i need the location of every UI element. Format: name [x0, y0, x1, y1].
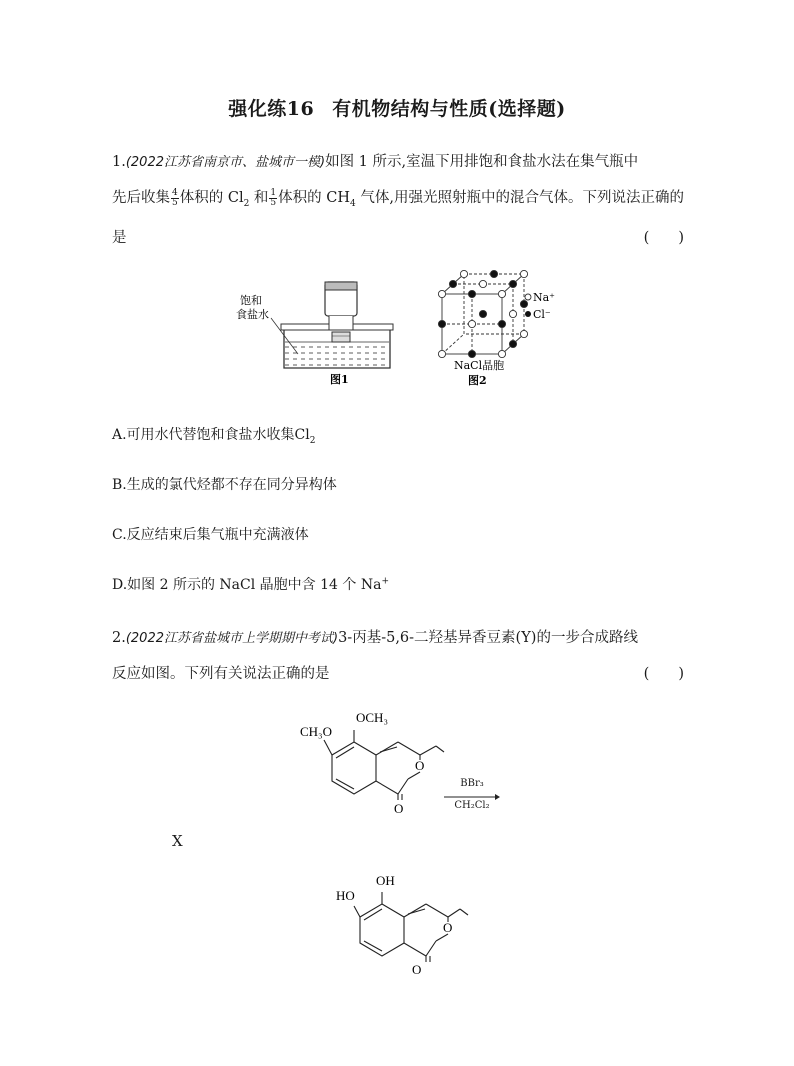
q1-line1 [112, 150, 638, 171]
q2-line1-text: 3-丙基-5,6-二羟基异香豆素(Y)的一步合成路线 [338, 630, 638, 646]
q1-text-c: 和 [249, 190, 269, 206]
opt-a-text: A.可用水代替饱和食盐水收集Cl [112, 427, 310, 443]
q2-line1 [112, 626, 638, 647]
q1-text-d: 体积的 CH [278, 190, 351, 206]
cl-legend-icon [525, 311, 531, 317]
q1-option-b[interactable] [112, 474, 337, 494]
q1-source: (2022江苏省南京市、盐城市一模) [125, 155, 326, 170]
compound-x-label: X [172, 832, 183, 850]
q1-text-a: 先后收集 [112, 190, 170, 206]
q1-number: 1. [112, 154, 126, 170]
frac1-num: 4 [172, 187, 178, 198]
frac2-num: 1 [270, 187, 277, 198]
q2-source: (2022江苏省盐城市上学期期中考试) [125, 631, 339, 646]
na-legend-icon [525, 294, 531, 300]
x-substituent-ome2: CH₃O [300, 724, 332, 739]
reagent-bottom: CH₂Cl₂ [454, 800, 490, 811]
fraction-four-fifths [171, 189, 179, 208]
q1-text-b: 体积的 Cl [179, 190, 244, 206]
q1-sub2: 4 [350, 198, 356, 209]
molecule-y-structure [330, 866, 470, 982]
q2-line2 [112, 662, 330, 683]
fig2-legend-cl: Cl⁻ [533, 308, 551, 321]
q1-line3 [112, 226, 127, 247]
frac1-den: 5 [172, 197, 178, 208]
q1-option-a[interactable] [112, 424, 315, 446]
title-prefix: 强化练 [228, 98, 287, 120]
opt-b-text: B.生成的氯代烃都不存在同分异构体 [112, 477, 337, 493]
x-substituent-ome1: OCH₃ [356, 710, 388, 725]
y-ring-oxygen: O [443, 920, 453, 935]
opt-c-text: C.反应结束后集气瓶中充满液体 [112, 527, 309, 543]
figure-1-gas-collection [236, 272, 404, 387]
page-title [0, 94, 794, 121]
q1-line1-text: 如图 1 所示,室温下用排饱和食盐水法在集气瓶中 [325, 154, 639, 170]
fig2-caption: 图2 [468, 374, 487, 387]
q2-number: 2. [112, 630, 126, 646]
title-number: 16 [286, 98, 315, 120]
fig2-legend-na: Na⁺ [533, 291, 555, 304]
opt-d-text: D.如图 2 所示的 NaCl 晶胞中含 14 个 Na [112, 577, 382, 593]
q1-sub1: 2 [243, 198, 250, 209]
q1-line2 [112, 186, 684, 209]
q1-answer-blank: ( ) [643, 230, 684, 246]
q1-option-c[interactable] [112, 524, 309, 544]
q1-line3-text: 是 [112, 230, 127, 246]
fig1-label-a: 饱和 [240, 294, 262, 307]
q2-line2-text: 反应如图。下列有关说法正确的是 [112, 666, 330, 682]
q1-text-e: 气体,用强光照射瓶中的混合气体。下列说法正确的 [355, 190, 684, 206]
y-carbonyl-oxygen: O [412, 962, 422, 977]
q2-answer-blank: ( ) [643, 666, 684, 682]
reagent-top: BBr₃ [460, 778, 484, 789]
fig1-label-b: 食盐水 [236, 308, 269, 321]
frac2-den: 5 [270, 197, 277, 208]
fig1-caption: 图1 [330, 373, 349, 386]
title-subject: 有机物结构与性质(选择题) [332, 98, 566, 120]
q1-option-d[interactable] [112, 574, 389, 594]
opt-a-sub: 2 [309, 435, 316, 446]
opt-d-sup: + [381, 576, 389, 587]
figure-2-nacl-cell [430, 268, 570, 388]
molecule-x-structure [296, 700, 446, 820]
x-ring-oxygen: O [415, 758, 425, 773]
fig2-cell-label: NaCl晶胞 [454, 359, 505, 372]
x-carbonyl-oxygen: O [394, 801, 404, 816]
fraction-one-fifth [269, 189, 277, 208]
y-substituent-oh1: OH [376, 873, 395, 888]
y-substituent-oh2: HO [336, 888, 355, 903]
